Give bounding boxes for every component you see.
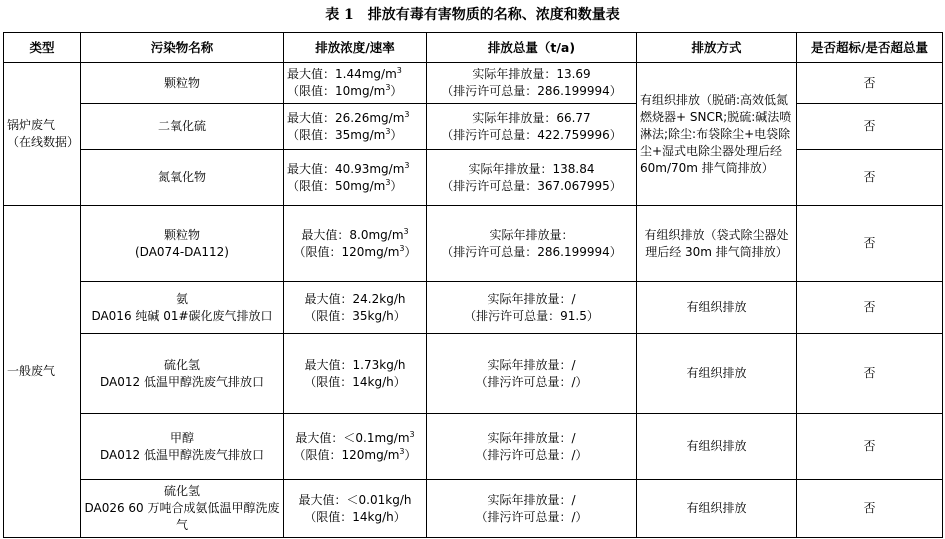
pollutant-name: 颗粒物 (DA074-DA112) bbox=[81, 206, 284, 282]
total-cell: 实际年排放量：/ （排污许可总量：/） bbox=[427, 480, 637, 538]
pollutant-name: 硫化氢 DA026 60 万吨合成氨低温甲醇洗废气 bbox=[81, 480, 284, 538]
header-exceed: 是否超标/是否超总量 bbox=[797, 33, 943, 63]
concentration-cell: 最大值：＜0.01kg/h （限值：14kg/h） bbox=[284, 480, 427, 538]
total-cell: 实际年排放量：66.77 （排污许可总量：422.759996） bbox=[427, 104, 637, 150]
header-pollutant: 污染物名称 bbox=[81, 33, 284, 63]
pollutant-name: 甲醇 DA012 低温甲醇洗废气排放口 bbox=[81, 414, 284, 480]
pollutant-name: 氮氧化物 bbox=[81, 150, 284, 206]
table-row bbox=[4, 63, 943, 104]
type-cell-boiler: 锅炉废气（在线数据） bbox=[4, 63, 81, 206]
method-cell: 有组织排放 bbox=[637, 414, 797, 480]
total-cell: 实际年排放量：/ （排污许可总量：/） bbox=[427, 334, 637, 414]
method-cell: 有组织排放 bbox=[637, 480, 797, 538]
pollutant-name: 氨 DA016 纯碱 01#碳化废气排放口 bbox=[81, 282, 284, 334]
table-title: 表 1 排放有毒有害物质的名称、浓度和数量表 bbox=[325, 7, 620, 23]
header-row bbox=[4, 33, 943, 63]
concentration-cell: 最大值：$8.0mg/m^3$ （限值：$120mg/m^3$） bbox=[284, 206, 427, 282]
result-cell: 否 bbox=[797, 414, 943, 480]
pollutant-name: 颗粒物 bbox=[81, 63, 284, 104]
total-cell: 实际年排放量： （排污许可总量：286.199994） bbox=[427, 206, 637, 282]
result-cell: 否 bbox=[797, 150, 943, 206]
table-row bbox=[4, 414, 943, 480]
table-row bbox=[4, 104, 943, 150]
type-cell-general: 一般废气 bbox=[4, 206, 81, 538]
result-cell: 否 bbox=[797, 206, 943, 282]
header-method: 排放方式 bbox=[637, 33, 797, 63]
result-cell: 否 bbox=[797, 63, 943, 104]
result-cell: 否 bbox=[797, 480, 943, 538]
total-cell: 实际年排放量：138.84 （排污许可总量：367.067995） bbox=[427, 150, 637, 206]
total-cell: 实际年排放量：/ （排污许可总量：/） bbox=[427, 414, 637, 480]
pollutant-name: 二氧化硫 bbox=[81, 104, 284, 150]
table-row bbox=[4, 206, 943, 282]
emissions-table bbox=[3, 32, 943, 538]
result-cell: 否 bbox=[797, 334, 943, 414]
header-concentration: 排放浓度/速率 bbox=[284, 33, 427, 63]
concentration-cell: 最大值：$1.44mg/m^3$ （限值：$10mg/m^3$） bbox=[284, 63, 427, 104]
table-row bbox=[4, 150, 943, 206]
concentration-cell: 最大值：$26.26mg/m^3$ （限值：$35mg/m^3$） bbox=[284, 104, 427, 150]
result-cell: 否 bbox=[797, 104, 943, 150]
concentration-cell: 最大值：$<0.1mg/m^3$ （限值：$120mg/m^3$） bbox=[284, 414, 427, 480]
header-type: 类型 bbox=[4, 33, 81, 63]
table-row bbox=[4, 480, 943, 538]
concentration-cell: 最大值：$40.93mg/m^3$ （限值：$50mg/m^3$） bbox=[284, 150, 427, 206]
pollutant-name: 硫化氢 DA012 低温甲醇洗废气排放口 bbox=[81, 334, 284, 414]
concentration-cell: 最大值：1.73kg/h （限值：14kg/h） bbox=[284, 334, 427, 414]
table-row bbox=[4, 334, 943, 414]
total-cell: 实际年排放量：/ （排污许可总量：91.5） bbox=[427, 282, 637, 334]
result-cell: 否 bbox=[797, 282, 943, 334]
method-cell: 有组织排放 bbox=[637, 282, 797, 334]
method-cell: 有组织排放（袋式除尘器处理后经 30m 排气筒排放） bbox=[637, 206, 797, 282]
total-cell: 实际年排放量：13.69 （排污许可总量：286.199994） bbox=[427, 63, 637, 104]
concentration-cell: 最大值：24.2kg/h （限值：35kg/h） bbox=[284, 282, 427, 334]
method-cell-boiler: 有组织排放（脱硝:高效低氮燃烧器+ SNCR;脱硫:碱法喷淋法;除尘:布袋除尘+电袋除尘+湿式电除尘器处理后经 60m/70m 排气筒排放） bbox=[637, 63, 797, 206]
table-row bbox=[4, 282, 943, 334]
method-cell: 有组织排放 bbox=[637, 334, 797, 414]
header-total: 排放总量（t/a) bbox=[427, 33, 637, 63]
